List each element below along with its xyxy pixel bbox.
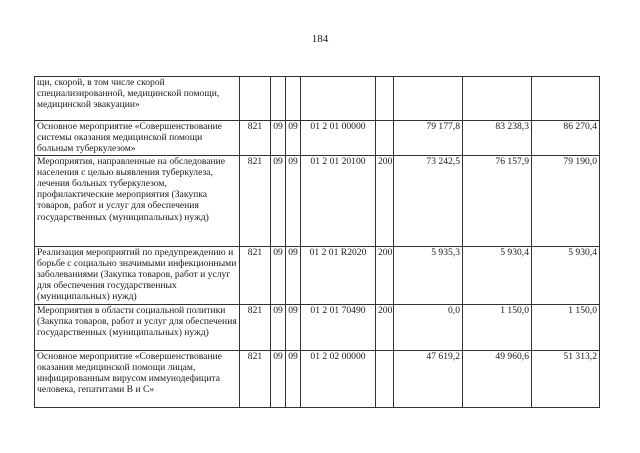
amount-year-3: 51 313,2 (532, 350, 600, 407)
table-row (35, 246, 600, 304)
amount-year-1: 79 177,8 (394, 121, 463, 156)
admin-code: 821 (240, 121, 271, 156)
row-description: Реализация мероприятий по предупреждению и борьбе с социально значимыми инфекционными заболеваниями (Закупка товаров, работ и услуг для обеспечения государственных (муниципальных) нужд) (35, 246, 240, 304)
amount-year-1: 0,0 (394, 304, 463, 350)
amount-year-2: 83 238,3 (463, 121, 532, 156)
subsection-code: 09 (286, 304, 301, 350)
admin-code (240, 77, 271, 121)
expense-type-code: 200 (376, 155, 394, 246)
expense-type-code: 200 (376, 246, 394, 304)
amount-year-2: 76 157,9 (463, 155, 532, 246)
section-code: 09 (271, 350, 286, 407)
amount-year-1: 73 242,5 (394, 155, 463, 246)
row-description: Основное мероприятие «Совершенствование системы оказания медицинской помощи больным туберкулезом» (35, 121, 240, 156)
subsection-code: 09 (286, 121, 301, 156)
row-description: щи, скорой, в том числе скорой специализированной, медицинской помощи, медицинской эвакуации» (35, 77, 240, 121)
expense-type-code (376, 121, 394, 156)
row-description: Основное мероприятие «Совершенствование оказания медицинской помощи лицам, инфицированным вирусом иммунодефицита человека, гепатитами В и С» (35, 350, 240, 407)
section-code: 09 (271, 304, 286, 350)
subsection-code (286, 77, 301, 121)
amount-year-2: 5 930,4 (463, 246, 532, 304)
budget-table (34, 76, 600, 408)
section-code: 09 (271, 246, 286, 304)
target-article-code: 01 2 01 20100 (301, 155, 376, 246)
amount-year-3: 79 190,0 (532, 155, 600, 246)
admin-code: 821 (240, 350, 271, 407)
row-description: Мероприятия в области социальной политики (Закупка товаров, работ и услуг для обеспечения государственных (муниципальных) нужд) (35, 304, 240, 350)
amount-year-3: 86 270,4 (532, 121, 600, 156)
amount-year-2: 49 960,6 (463, 350, 532, 407)
amount-year-3: 1 150,0 (532, 304, 600, 350)
table-row (35, 77, 600, 121)
expense-type-code (376, 350, 394, 407)
amount-year-3 (532, 77, 600, 121)
row-description: Мероприятия, направленные на обследование населения с целью выявления туберкулеза, лечения больных туберкулезом, профилактические мероприятия (Закупка товаров, работ и услуг для обеспечения государственных (муниципальных) нужд) (35, 155, 240, 246)
target-article-code: 01 2 01 R2020 (301, 246, 376, 304)
table-row (35, 304, 600, 350)
table-row (35, 350, 600, 407)
target-article-code: 01 2 02 00000 (301, 350, 376, 407)
amount-year-1: 47 619,2 (394, 350, 463, 407)
table-row (35, 121, 600, 156)
amount-year-1 (394, 77, 463, 121)
admin-code: 821 (240, 246, 271, 304)
amount-year-1: 5 935,3 (394, 246, 463, 304)
subsection-code: 09 (286, 246, 301, 304)
admin-code: 821 (240, 304, 271, 350)
amount-year-2 (463, 77, 532, 121)
admin-code: 821 (240, 155, 271, 246)
section-code: 09 (271, 121, 286, 156)
section-code (271, 77, 286, 121)
amount-year-3: 5 930,4 (532, 246, 600, 304)
target-article-code (301, 77, 376, 121)
target-article-code: 01 2 01 70490 (301, 304, 376, 350)
page-number: 184 (311, 33, 329, 45)
expense-type-code: 200 (376, 304, 394, 350)
table-row (35, 155, 600, 246)
subsection-code: 09 (286, 350, 301, 407)
subsection-code: 09 (286, 155, 301, 246)
target-article-code: 01 2 01 00000 (301, 121, 376, 156)
amount-year-2: 1 150,0 (463, 304, 532, 350)
expense-type-code (376, 77, 394, 121)
section-code: 09 (271, 155, 286, 246)
